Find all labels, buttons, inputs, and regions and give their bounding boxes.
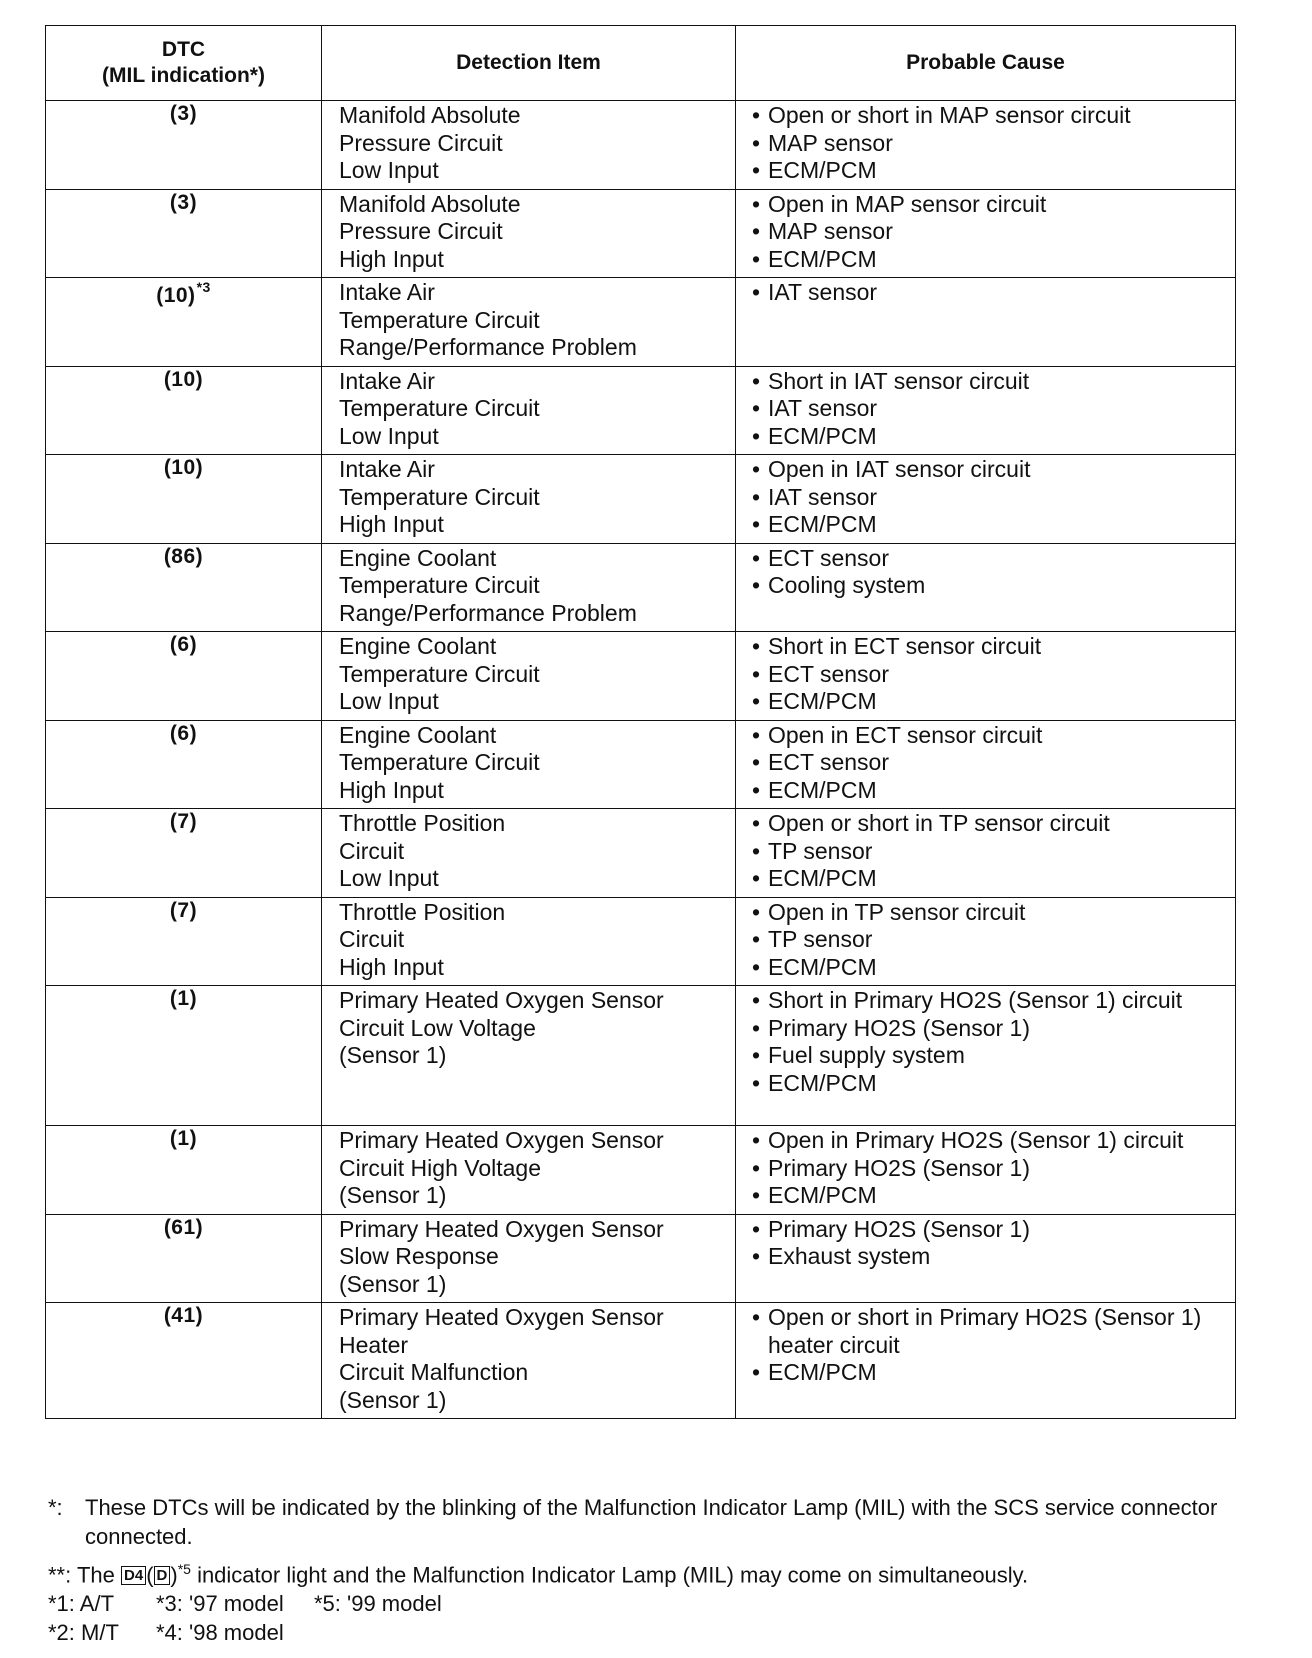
probable-cause-cell [736,632,1236,721]
detection-item-line: Range/Performance Problem [339,334,637,360]
dtc-code-cell [46,1126,322,1215]
dtc-code: (10) [156,284,196,307]
model-note-3: *3: '97 model [156,1591,284,1617]
dtc-code: (1) [169,987,198,1010]
dtc-code-footnote: *3 [196,279,211,295]
detection-item-line: Temperature Circuit [339,749,540,775]
probable-cause-list [752,368,1229,451]
probable-cause-list [752,722,1229,805]
dtc-table-body [46,101,1236,1419]
detection-item-line: Intake Air [339,367,435,394]
dtc-code-cell [46,897,322,986]
probable-cause-item: • TP sensor [752,838,1229,866]
dtc-code-cell [46,1303,322,1419]
dtc-code: (1) [169,1127,198,1150]
dtc-code-cell [46,1214,322,1303]
detection-item-line: Temperature Circuit [339,306,540,333]
detection-item-line: High Input [339,953,444,980]
detection-item-cell [322,189,736,278]
footnote-d4-mark: **: [48,1562,72,1588]
table-row [46,101,1236,190]
probable-cause-list [752,456,1229,539]
probable-cause-item: • IAT sensor [752,484,1229,512]
probable-cause-item: • MAP sensor [752,130,1229,158]
probable-cause-item: • ECT sensor [752,545,1229,573]
table-row [46,278,1236,367]
probable-cause-list [752,1216,1229,1271]
footnote-d4-prefix: The [76,1562,115,1588]
probable-cause-item: • Open or short in TP sensor circuit [752,810,1229,838]
detection-item-line: Circuit Malfunction [339,1359,529,1385]
model-note-5: *5: '99 model [314,1591,442,1617]
probable-cause-item: • ECM/PCM [752,865,1229,893]
footnotes [48,1493,1278,1647]
probable-cause-item: • TP sensor [752,926,1229,954]
detection-item-line: High Input [339,511,444,537]
detection-item-line: Circuit Low Voltage [339,1014,536,1041]
probable-cause-item: • Open in TP sensor circuit [752,899,1229,927]
dtc-code: (86) [163,544,204,568]
detection-item-cell [322,720,736,809]
dtc-code-cell [46,455,322,544]
detection-item-line: (Sensor 1) [339,1182,447,1208]
detection-item-line: Primary Heated Oxygen Sensor [339,987,664,1013]
detection-item-line: Slow Response [339,1243,499,1269]
model-note-4: *4: '98 model [156,1620,284,1646]
dtc-code: (10) [163,367,204,391]
detection-item-cell [322,809,736,898]
probable-cause-list [752,279,1229,307]
footnote-mil-mark: *: [48,1495,63,1520]
dtc-code: (6) [169,721,198,745]
probable-cause-cell [736,1214,1236,1303]
dtc-code-cell [46,632,322,721]
probable-cause-item: • MAP sensor [752,218,1229,246]
detection-item-line: Temperature Circuit [339,395,540,421]
probable-cause-list [752,545,1229,600]
probable-cause-list [752,810,1229,893]
probable-cause-cell [736,897,1236,986]
header-dtc [46,26,322,101]
table-header-row [46,26,1236,101]
detection-item-line: Range/Performance Problem [339,599,637,626]
footnote-mil [48,1493,1278,1551]
probable-cause-list [752,899,1229,982]
probable-cause-cell [736,455,1236,544]
detection-item-line: Low Input [339,422,439,449]
dtc-code: (41) [163,1304,204,1327]
footnote-d4-text: indicator light and the Malfunction Indicator Lamp (MIL) may come on simultaneously. [197,1562,1029,1588]
probable-cause-item: • Primary HO2S (Sensor 1) [752,1015,1229,1043]
detection-item-line: Pressure Circuit [339,129,503,156]
dtc-code: (3) [169,190,198,214]
probable-cause-item: • Open in IAT sensor circuit [752,456,1229,484]
probable-cause-item: • Fuel supply system [752,1042,1229,1070]
probable-cause-item: • Exhaust system [752,1243,1229,1271]
probable-cause-item: • ECM/PCM [752,423,1229,451]
probable-cause-cell [736,278,1236,367]
footnote-models-row-1 [48,1589,1278,1618]
model-note-1: *1: A/T [48,1591,115,1617]
table-row [46,809,1236,898]
footnote-d4: **: The D4 ( D )$^{*5}$ indicator light and the Malfunction Indicator Lamp (MIL) may come on simultaneously. [48,1561,1029,1588]
table-row [46,455,1236,544]
table-row [46,1303,1236,1419]
probable-cause-list [752,102,1229,185]
dtc-code-cell [46,720,322,809]
probable-cause-cell [736,1126,1236,1215]
probable-cause-list [752,987,1229,1097]
detection-item-cell [322,632,736,721]
probable-cause-cell [736,189,1236,278]
detection-item-cell [322,278,736,367]
dtc-code: (7) [169,898,198,922]
detection-item-line: (Sensor 1) [339,1386,447,1413]
probable-cause-item: • ECM/PCM [752,157,1229,185]
detection-item-line: Engine Coolant [339,544,497,571]
header-dtc-label: DTC [161,38,206,61]
detection-item-line: (Sensor 1) [339,1042,447,1068]
header-mil-label: (MIL indication*) [102,64,265,87]
d4-indicator-icon: D4 [121,1566,146,1585]
detection-item-cell [322,543,736,632]
detection-item-cell [322,455,736,544]
probable-cause-list [752,1127,1229,1210]
detection-item-line: Engine Coolant [339,721,497,748]
detection-item-line: Circuit [339,926,405,952]
dtc-code-cell [46,189,322,278]
table-row [46,897,1236,986]
probable-cause-cell [736,1303,1236,1419]
probable-cause-cell [736,543,1236,632]
probable-cause-item: • ECM/PCM [752,1070,1229,1098]
probable-cause-item: • ECM/PCM [752,511,1229,539]
probable-cause-item: • Open or short in MAP sensor circuit [752,102,1229,130]
probable-cause-item: • IAT sensor [752,279,1229,307]
table-row [46,366,1236,455]
header-probable-cause: Probable Cause [736,26,1236,101]
table-row [46,986,1236,1126]
detection-item-line: Throttle Position [339,898,506,925]
table-row [46,1126,1236,1215]
dtc-table [45,25,1236,1419]
dtc-code: (6) [169,633,198,656]
probable-cause-item: • ECM/PCM [752,1182,1229,1210]
probable-cause-cell [736,720,1236,809]
footnote-d4-sup: *5 [177,1561,191,1577]
dtc-code: (61) [163,1215,204,1239]
detection-item-cell [322,1126,736,1215]
detection-item-line: Primary Heated Oxygen Sensor [339,1304,664,1330]
probable-cause-item: • Cooling system [752,572,1229,600]
dtc-code: (10) [163,456,204,479]
table-row [46,720,1236,809]
probable-cause-item: • Short in ECT sensor circuit [752,633,1229,661]
probable-cause-cell [736,101,1236,190]
model-note-2: *2: M/T [48,1620,119,1646]
probable-cause-list [752,1304,1229,1387]
probable-cause-cell [736,986,1236,1126]
dtc-code-cell [46,543,322,632]
table-row [46,189,1236,278]
dtc-code-cell [46,366,322,455]
probable-cause-item: • Primary HO2S (Sensor 1) [752,1155,1229,1183]
dtc-code-cell [46,809,322,898]
detection-item-cell [322,1214,736,1303]
detection-item-line: Engine Coolant [339,633,497,659]
dtc-code: (7) [169,810,198,833]
probable-cause-item: • Open in Primary HO2S (Sensor 1) circuit [752,1127,1229,1155]
detection-item-line: Temperature Circuit [339,660,540,687]
detection-item-line: High Input [339,245,444,272]
dtc-code-cell [46,986,322,1126]
detection-item-line: Intake Air [339,456,435,482]
probable-cause-item: • Open in MAP sensor circuit [752,191,1229,219]
table-row [46,543,1236,632]
footnote-mil-text: These DTCs will be indicated by the blinking of the Malfunction Indicator Lamp (MIL) with the SCS service connector connected. [85,1495,1218,1549]
probable-cause-item: • Short in Primary HO2S (Sensor 1) circuit [752,987,1229,1015]
detection-item-line: Low Input [339,157,439,183]
detection-item-line: Manifold Absolute [339,190,521,217]
detection-item-cell [322,1303,736,1419]
detection-item-line: Primary Heated Oxygen Sensor [339,1127,664,1153]
probable-cause-item: • Open or short in Primary HO2S (Sensor 1) heater circuit [752,1304,1229,1359]
probable-cause-item: • Primary HO2S (Sensor 1) [752,1216,1229,1244]
dtc-code-cell [46,278,322,367]
detection-item-line: Manifold Absolute [339,102,521,128]
probable-cause-list [752,191,1229,274]
detection-item-line: Low Input [339,688,439,714]
probable-cause-item: • IAT sensor [752,395,1229,423]
detection-item-line: Intake Air [339,279,435,305]
dtc-code: (3) [169,102,198,125]
probable-cause-item: • ECM/PCM [752,777,1229,805]
d-indicator-icon: D [154,1566,171,1585]
detection-item-line: Primary Heated Oxygen Sensor [339,1215,664,1242]
footnote-models-row-2 [48,1618,1278,1647]
probable-cause-item: • ECM/PCM [752,688,1229,716]
detection-item-line: High Input [339,776,444,803]
probable-cause-item: • ECM/PCM [752,954,1229,982]
probable-cause-item: • ECM/PCM [752,1359,1229,1387]
detection-item-line: (Sensor 1) [339,1270,447,1297]
probable-cause-item: • ECM/PCM [752,246,1229,274]
detection-item-line: Throttle Position [339,810,506,836]
detection-item-line: Pressure Circuit [339,218,503,244]
table-row [46,1214,1236,1303]
detection-item-line: Circuit High Voltage [339,1154,541,1181]
table-row [46,632,1236,721]
probable-cause-cell [736,366,1236,455]
detection-item-cell [322,986,736,1126]
detection-item-line: Temperature Circuit [339,572,540,598]
probable-cause-list [752,633,1229,716]
header-detection-item: Detection Item [322,26,736,101]
probable-cause-cell [736,809,1236,898]
probable-cause-item: • Open in ECT sensor circuit [752,722,1229,750]
probable-cause-item: • ECT sensor [752,661,1229,689]
detection-item-line: Low Input [339,865,439,891]
detection-item-cell [322,101,736,190]
detection-item-cell [322,366,736,455]
detection-item-cell [322,897,736,986]
detection-item-line: Temperature Circuit [339,483,540,510]
detection-item-line: Heater [339,1331,409,1358]
detection-item-line: Circuit [339,837,405,864]
probable-cause-item: • Short in IAT sensor circuit [752,368,1229,396]
dtc-code-cell [46,101,322,190]
probable-cause-item: • ECT sensor [752,749,1229,777]
